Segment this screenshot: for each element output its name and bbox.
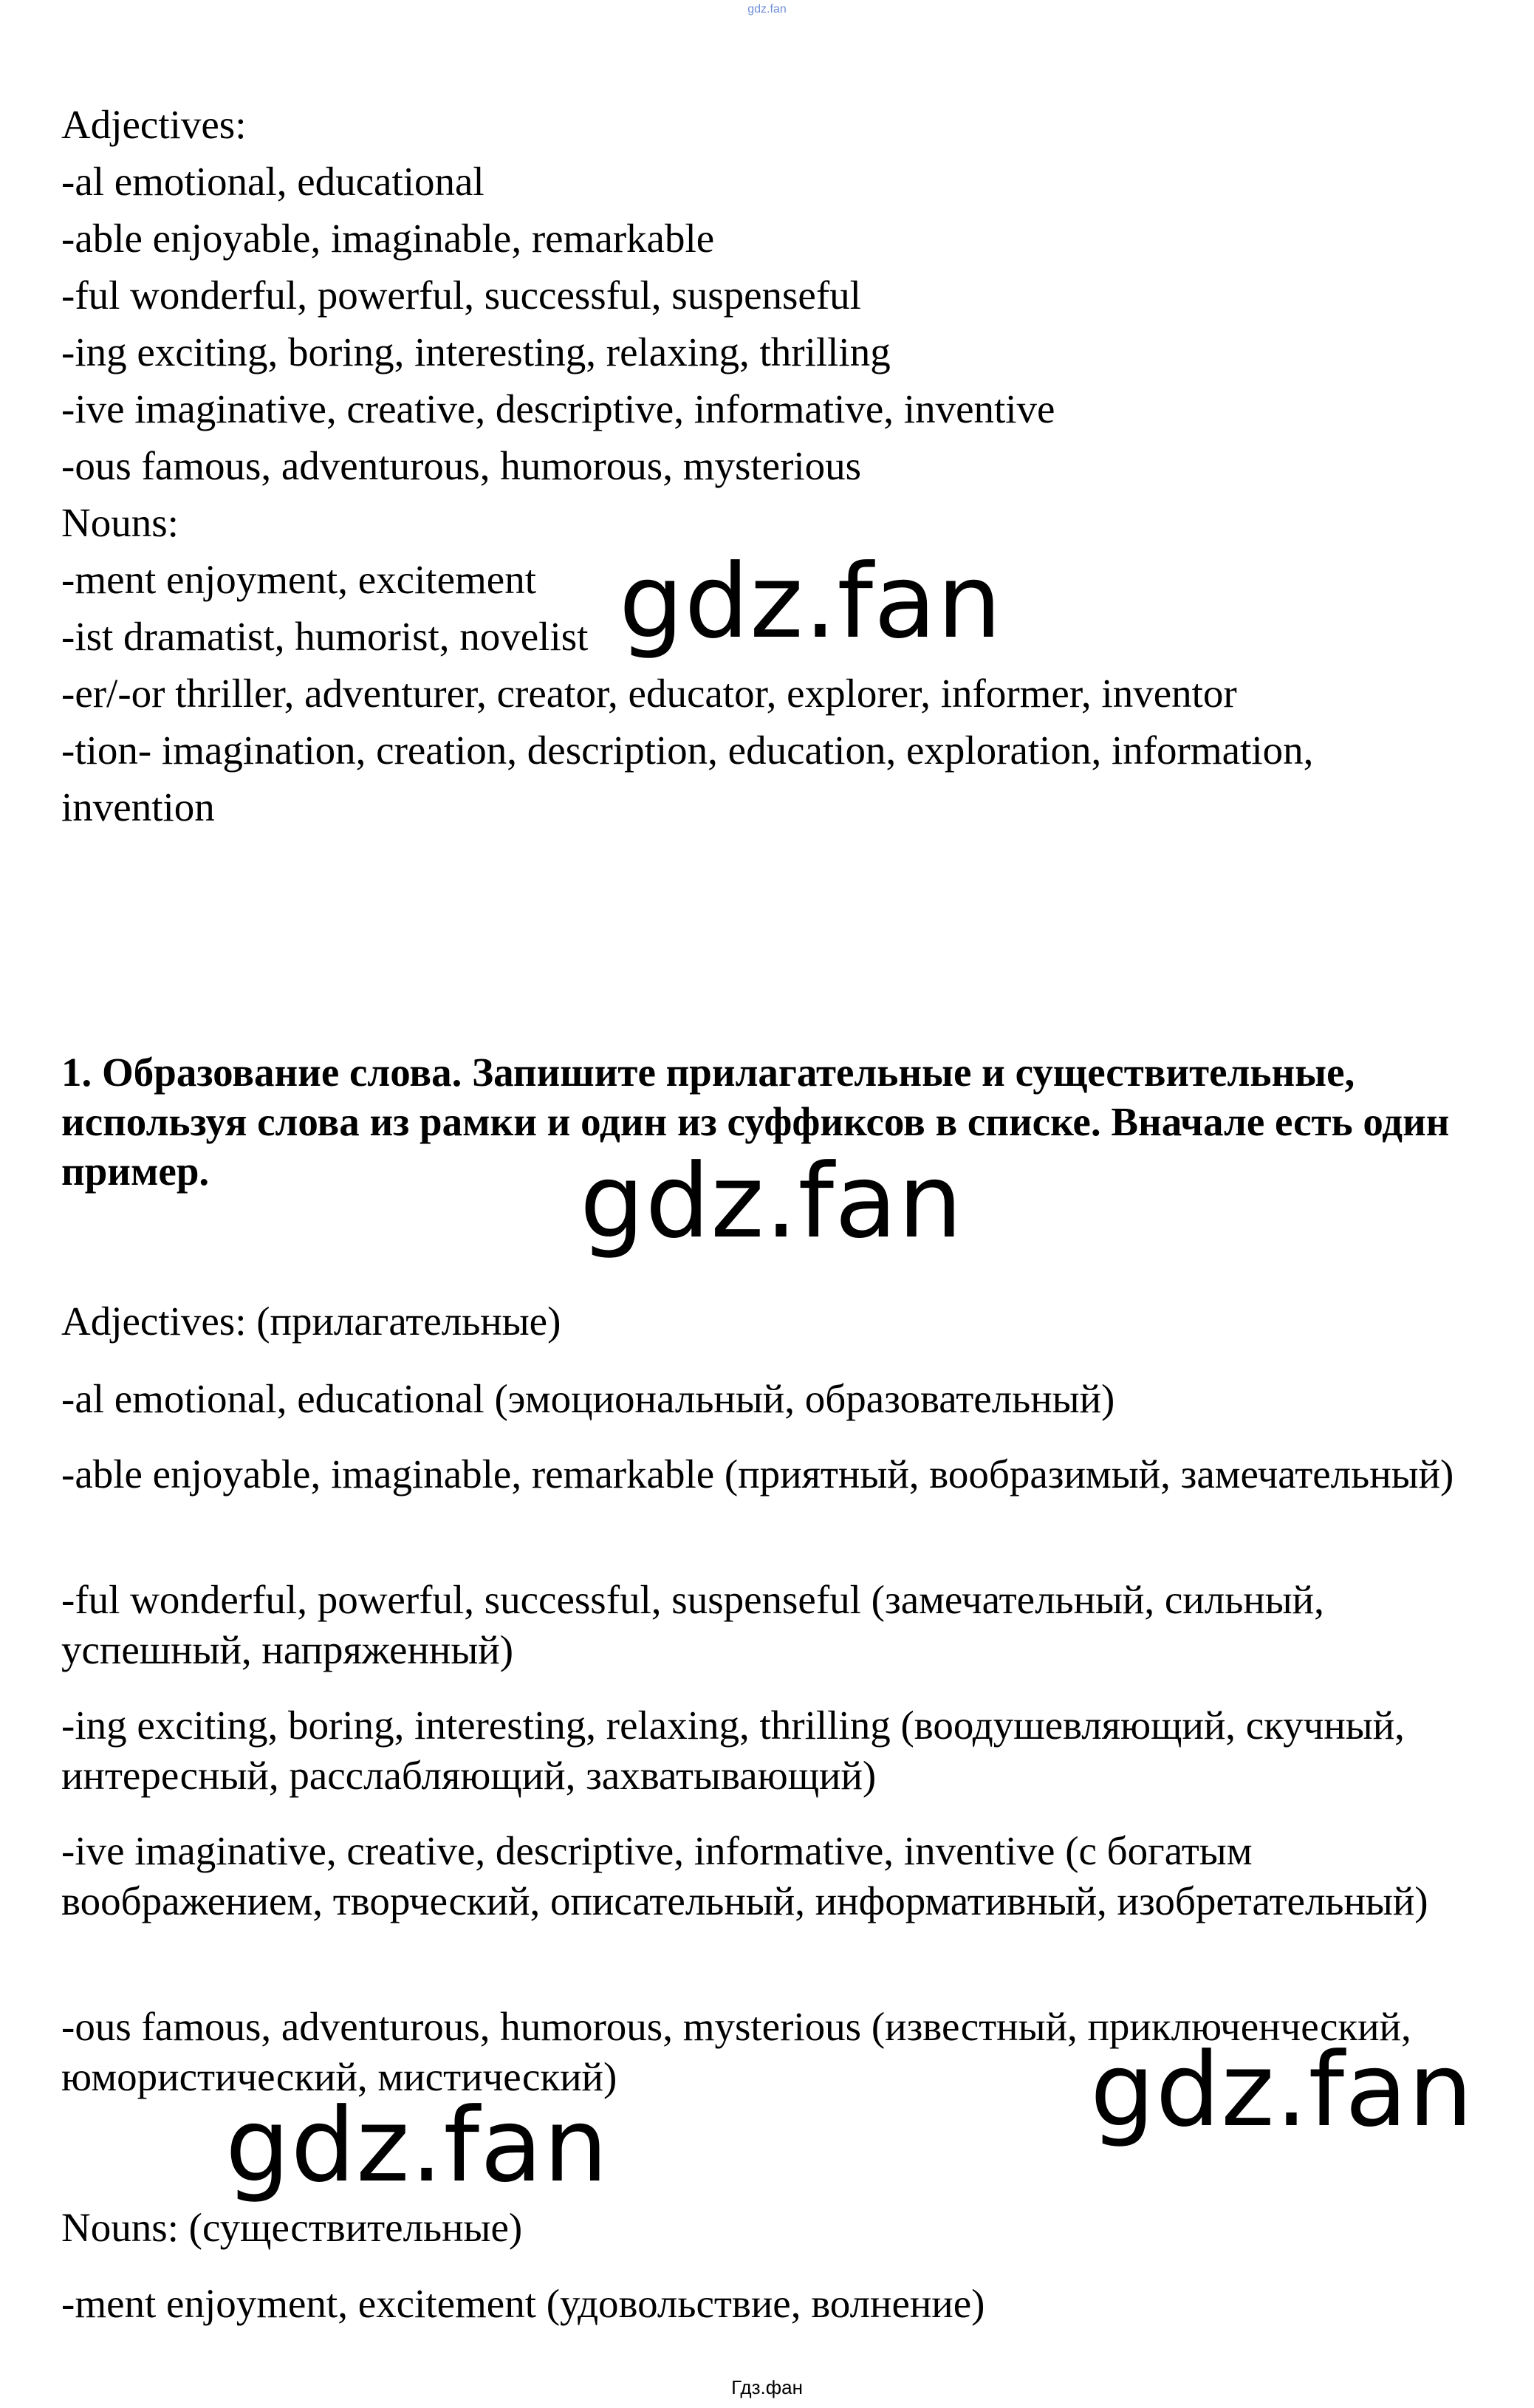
top-watermark: gdz.fan bbox=[747, 3, 787, 16]
adjective-line: -able enjoyable, imaginable, remarkable bbox=[61, 216, 715, 261]
suffix-summary bbox=[61, 96, 1509, 835]
nouns-title: Nouns: bbox=[61, 500, 179, 545]
translation-ing: -ing exciting, boring, interesting, relaxing, thrilling (воодушевляющий, скучный, интересный, расслабляющий, захватывающий) bbox=[61, 1703, 1405, 1798]
adjective-line: -ing exciting, boring, interesting, relaxing, thrilling bbox=[61, 329, 891, 374]
adjective-line: -ive imaginative, creative, descriptive, informative, inventive bbox=[61, 386, 1055, 431]
adjectives-title: Adjectives: bbox=[61, 102, 247, 147]
translation-ment: -ment enjoyment, excitement (удовольствие, волнение) bbox=[61, 2281, 985, 2326]
translation-al: -al emotional, educational (эмоциональный, образовательный) bbox=[61, 1376, 1115, 1421]
translation-adjectives-title: Adjectives: (прилагательные) bbox=[61, 1299, 561, 1344]
noun-line: -tion- imagination, creation, description, education, exploration, information, bbox=[61, 728, 1314, 773]
adjective-line: -ous famous, adventurous, humorous, mysterious bbox=[61, 443, 862, 488]
noun-line: -ment enjoyment, excitement bbox=[61, 557, 536, 602]
translation-nouns-title: Nouns: (существительные) bbox=[61, 2205, 523, 2250]
watermark: gdz.fan bbox=[1090, 2031, 1474, 2149]
footer-label: Гдз.фан bbox=[731, 2376, 803, 2398]
noun-line: -er/-or thriller, adventurer, creator, educator, explorer, informer, inventor bbox=[61, 671, 1237, 716]
adjective-line: -al emotional, educational bbox=[61, 159, 484, 204]
noun-line: -ist dramatist, humorist, novelist bbox=[61, 614, 589, 659]
translation-ive: -ive imaginative, creative, descriptive, informative, inventive (с богатым воображением, творческий, описательный, информативный, изобретательный) bbox=[61, 1828, 1428, 1923]
translation-able: -able enjoyable, imaginable, remarkable (приятный, вообразимый, замечательный) bbox=[61, 1451, 1454, 1497]
watermark: gdz.fan bbox=[580, 1142, 964, 1261]
translation-ous: -ous famous, adventurous, humorous, mysterious (известный, приключенческий, юмористический, мистический) bbox=[61, 2004, 1411, 2099]
noun-line: invention bbox=[61, 784, 215, 830]
watermark: gdz.fan bbox=[619, 542, 1003, 661]
translation-ful: -ful wonderful, powerful, successful, suspenseful (замечательный, сильный, успешный, напряженный) bbox=[61, 1577, 1324, 1672]
adjective-line: -ful wonderful, powerful, successful, suspenseful bbox=[61, 273, 861, 318]
task-heading: 1. Образование слова. Запишите прилагательные и существительные, используя слова из рамки и один из суффиксов в списке. Вначале есть один пример. bbox=[61, 1050, 1450, 1194]
watermark: gdz.fan bbox=[225, 2086, 609, 2205]
